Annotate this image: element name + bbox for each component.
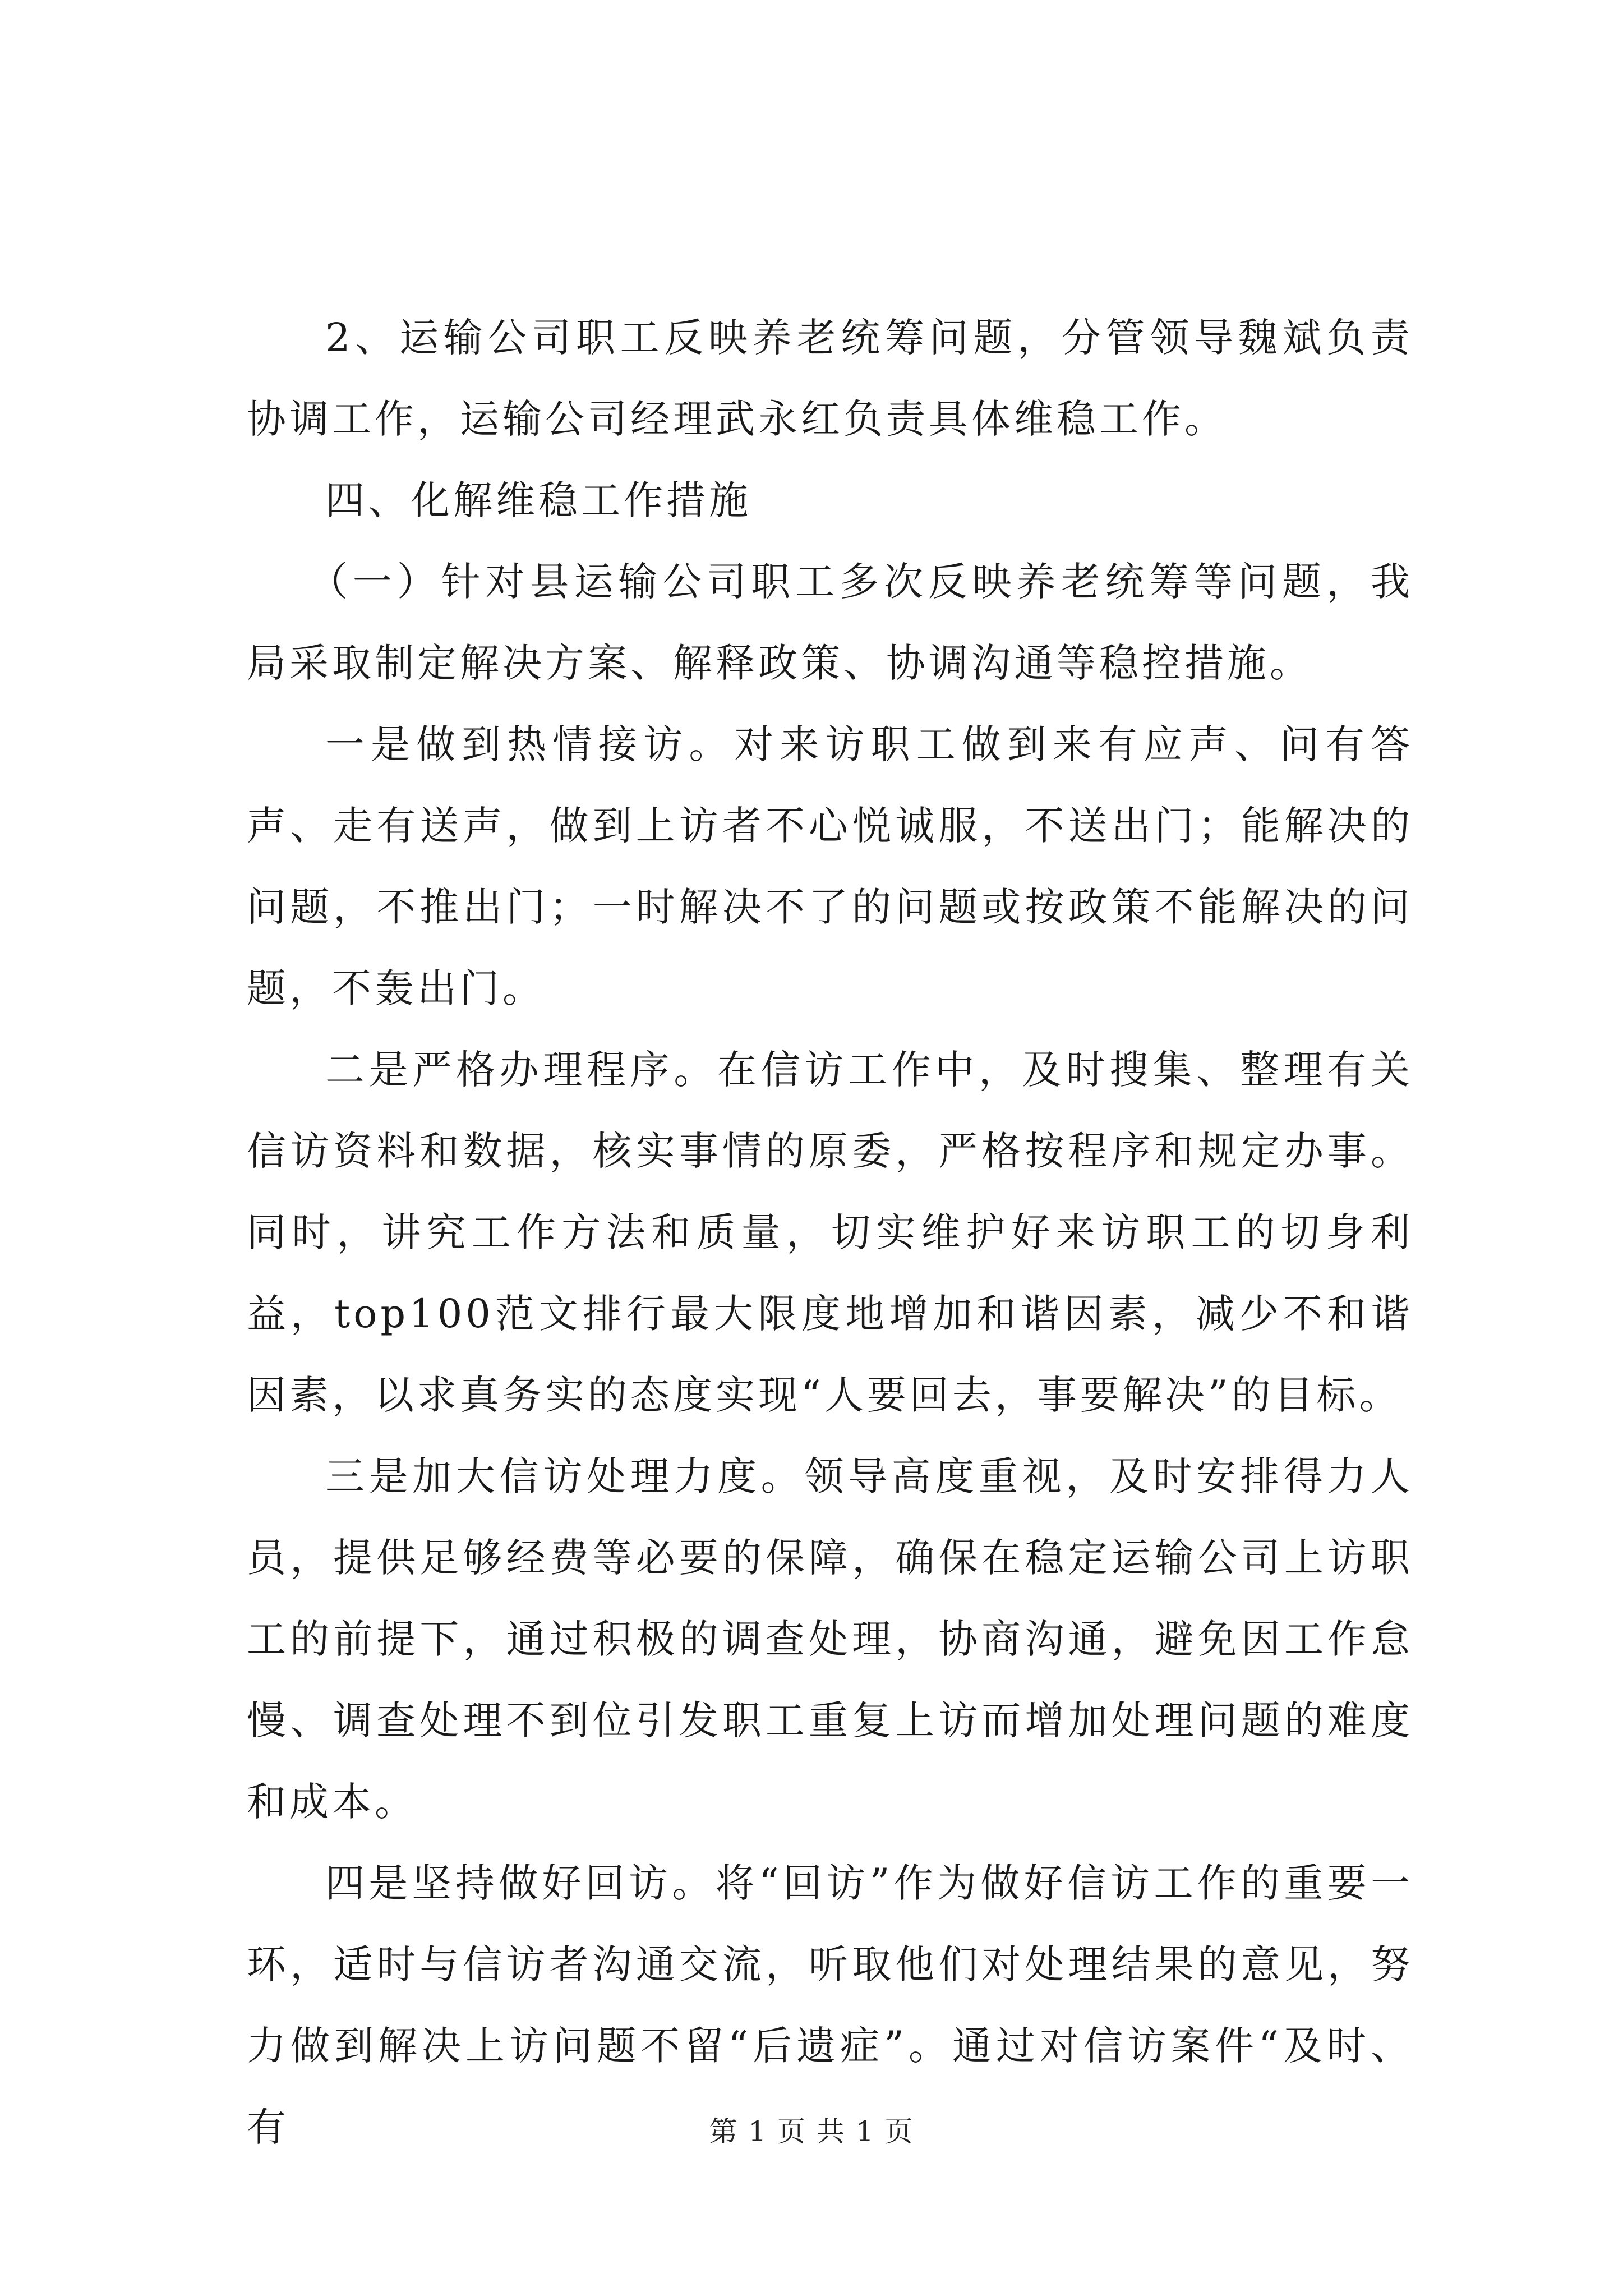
section-heading-measures: 四、化解维稳工作措施 bbox=[325, 477, 751, 523]
document-body bbox=[247, 297, 1413, 2168]
paragraph-revisit: 四是坚持做好回访。将“回访”作为做好信访工作的重要一环，适时与信访者沟通交流，听取他们对处理结果的意见，努力做到解决上访问题不留“后遗症”。通过对信访案件“及时、有 bbox=[247, 1860, 1413, 2150]
paragraph-procedure: 二是严格办理程序。在信访工作中，及时搜集、整理有关信访资料和数据，核实事情的原委，严格按程序和规定办事。同时，讲究工作方法和质量，切实维护好来访职工的切身利益，top100范文排行最大限度地增加和谐因素，减少不和谐因素，以求真务实的态度实现“人要回去，事要解决”的目标。 bbox=[247, 1047, 1413, 1418]
paragraph-item-2: 2、运输公司职工反映养老统筹问题，分管领导魏斌负责协调工作，运输公司经理武永红负责具体维稳工作。 bbox=[247, 315, 1413, 442]
paragraph-reception: 一是做到热情接访。对来访职工做到来有应声、问有答声、走有送声，做到上访者不心悦诚服，不送出门；能解决的问题，不推出门；一时解决不了的问题或按政策不能解决的问题，不轰出门。 bbox=[247, 721, 1413, 1011]
subsection-paragraph-one: （一）针对县运输公司职工多次反映养老统筹等问题，我局采取制定解决方案、解释政策、协调沟通等稳控措施。 bbox=[247, 559, 1413, 686]
page-footer: 第 1 页 共 1 页 bbox=[709, 2115, 914, 2148]
paragraph-handling: 三是加大信访处理力度。领导高度重视，及时安排得力人员，提供足够经费等必要的保障，确保在稳定运输公司上访职工的前提下，通过积极的调查处理，协商沟通，避免因工作怠慢、调查处理不到位引发职工重复上访而增加处理问题的难度和成本。 bbox=[247, 1453, 1413, 1825]
